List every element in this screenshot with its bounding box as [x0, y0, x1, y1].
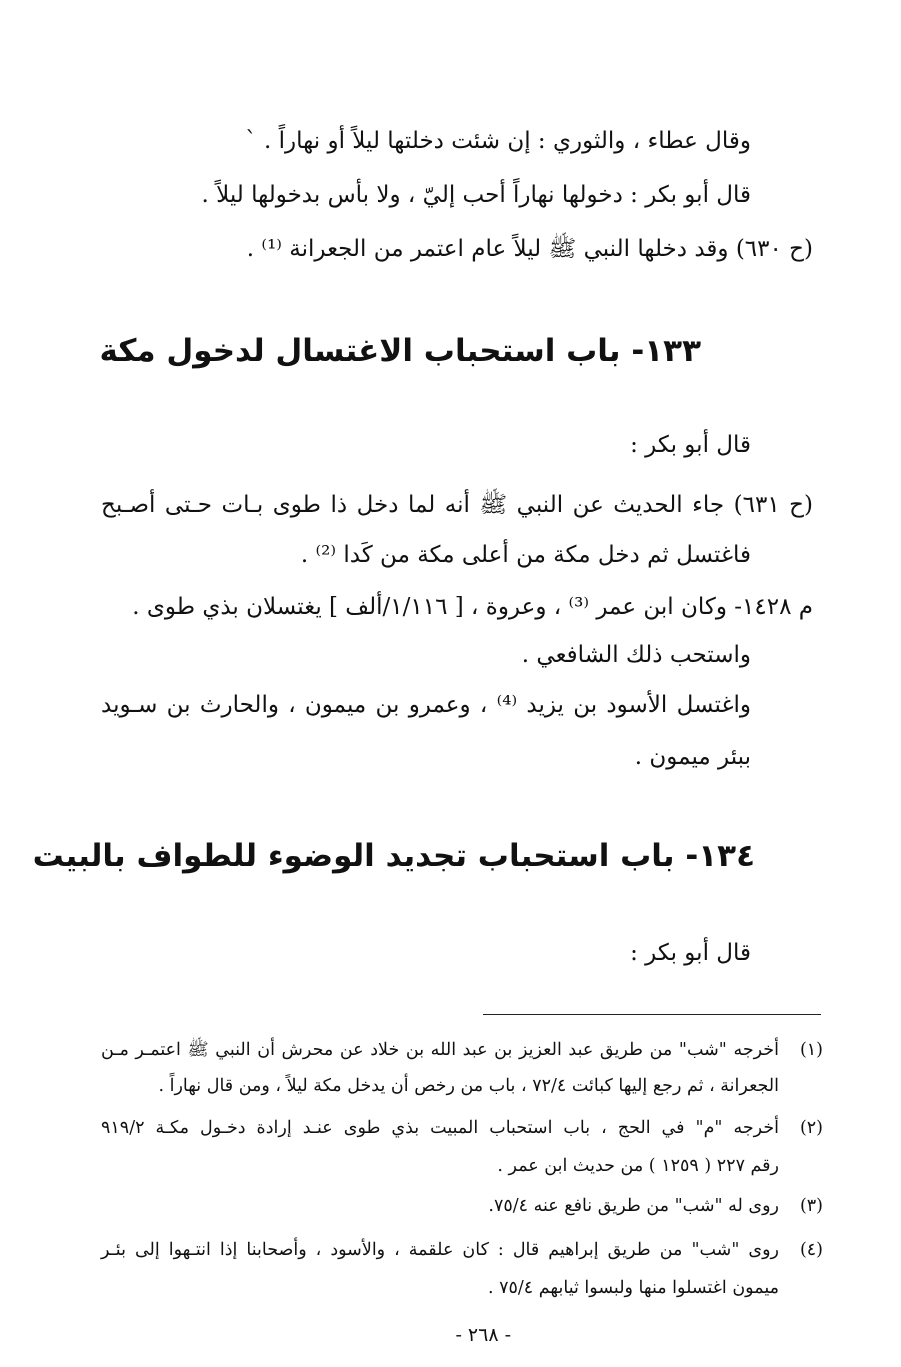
section-133-line-4: م ١٤٢٨- وكان ابن عمر ⁽³⁾ ، وعروة ، [ ١/١١٦/ألف ] يغتسلان بذي طوى .	[132, 594, 813, 620]
footnote-2-line-2: رقم ٢٢٧ ( ١٢٥٩ ) من حديث ابن عمر .	[497, 1156, 779, 1176]
intro-line-1: وقال عطاء ، والثوري : إن شئت دخلتها ليلاً أو نهاراً . `	[245, 128, 751, 154]
footnote-4-line-2: ميمون اغتسلوا منها ولبسوا ثيابهم ٧٥/٤ .	[487, 1278, 779, 1298]
footnote-2-line-1: أخرجه "م" في الحج ، باب استحباب المبيت بذي طوى عنـد إرادة دخـول مكـة ٩١٩/٢	[101, 1118, 779, 1138]
section-133-line-7: ببئر ميمون .	[634, 744, 751, 770]
footnote-4-number: (٤)	[799, 1240, 823, 1260]
section-133-line-2: (ح ٦٣١) جاء الحديث عن النبي ﷺ أنه لما دخل ذا طوى بـات حـتى أصـبح	[101, 492, 813, 518]
footnote-1-number: (١)	[799, 1040, 823, 1060]
section-133-heading: ١٣٣- باب استحباب الاغتسال لدخول مكة	[99, 333, 701, 369]
intro-line-2: قال أبو بكر : دخولها نهاراً أحب إليّ ، ولا بأس بدخولها ليلاً .	[201, 182, 751, 208]
section-133-line-3: فاغتسل ثم دخل مكة من أعلى مكة من كَدا ⁽²⁾ .	[300, 542, 751, 568]
footnote-1-line-1: أخرجه "شب" من طريق عبد العزيز بن عبد الله بن خلاد عن محرش أن النبي ﷺ اعتمـر مـن	[101, 1040, 779, 1060]
section-133-line-1: قال أبو بكر :	[630, 432, 751, 458]
section-133-line-5: واستحب ذلك الشافعي .	[521, 642, 751, 668]
section-134-heading: ١٣٤- باب استحباب تجديد الوضوء للطواف بالبيت	[32, 838, 755, 874]
footnote-3-line-1: روى له "شب" من طريق نافع عنه ٧٥/٤.	[488, 1196, 779, 1216]
footnote-2-number: (٢)	[799, 1118, 823, 1138]
section-133-line-6: واغتسل الأسود بن يزيد ⁽⁴⁾ ، وعمرو بن ميمون ، والحارث بن سـويد	[101, 692, 751, 718]
footnote-1-line-2: الجعرانة ، ثم رجع إليها كبائت ٧٢/٤ ، باب من رخص أن يدخل مكة ليلاً ، ومن قال نهاراً .	[158, 1076, 779, 1096]
footnote-separator	[483, 1014, 821, 1015]
section-134-line-1: قال أبو بكر :	[630, 940, 751, 966]
intro-line-3: (ح ٦٣٠) وقد دخلها النبي ﷺ ليلاً عام اعتمر من الجعرانة ⁽¹⁾ .	[246, 236, 813, 262]
footnote-4-line-1: روى "شب" من طريق إبراهيم قال : كان علقمة ، والأسود ، وأصحابنا إذا انتـهوا إلى بئـر	[101, 1240, 779, 1260]
page-number: - ٢٦٨ -	[455, 1324, 511, 1346]
footnote-3-number: (٣)	[799, 1196, 823, 1216]
